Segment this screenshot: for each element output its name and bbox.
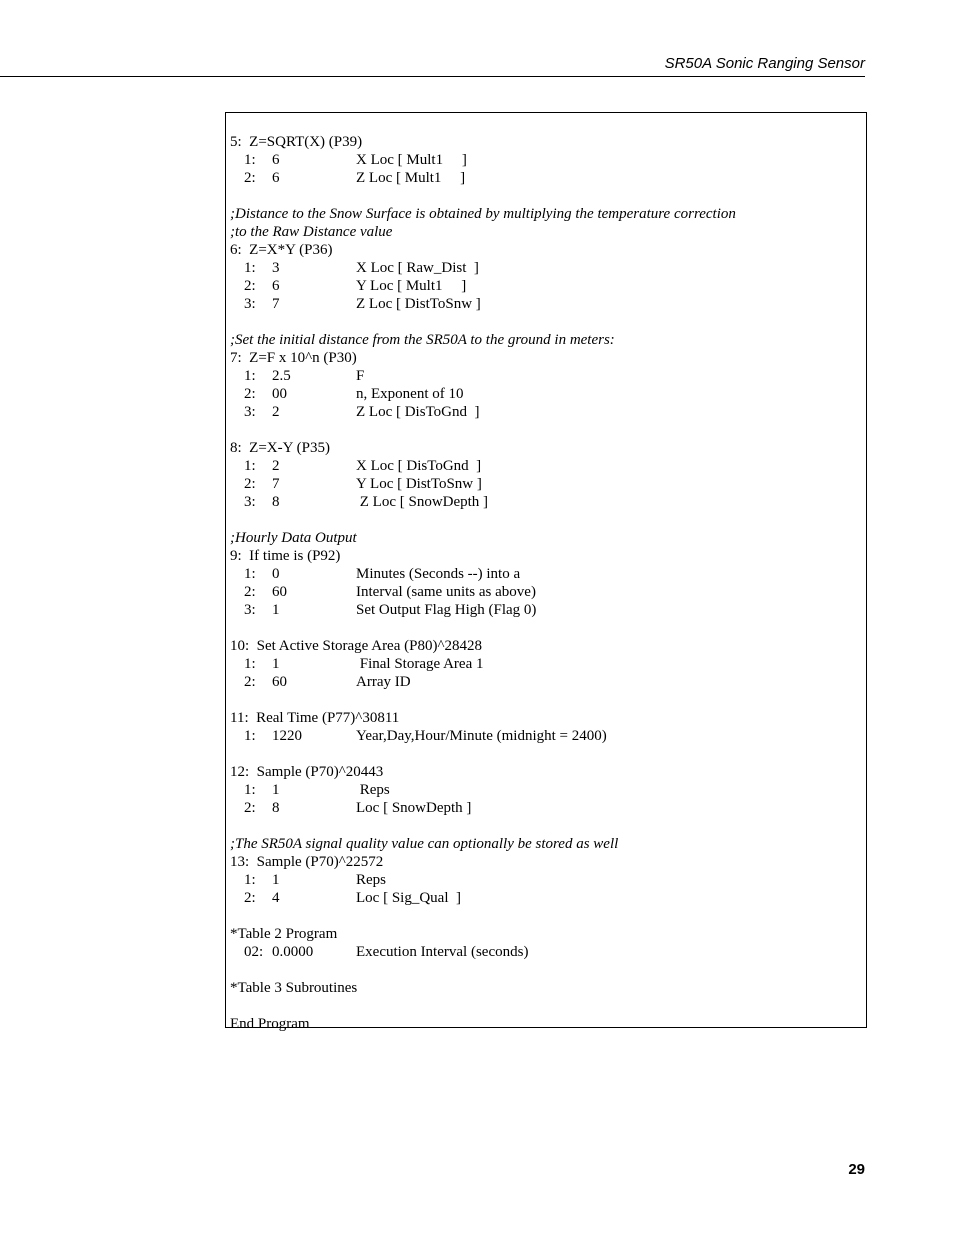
parameter-index: 3: (244, 602, 256, 618)
parameter-index: 2: (244, 476, 256, 492)
parameter-value: 00 (272, 386, 287, 402)
parameter-index: 1: (244, 656, 256, 672)
parameter-value: 2 (272, 458, 280, 474)
parameter-description: Final Storage Area 1 (356, 656, 484, 672)
instruction-text: 10: Set Active Storage Area (P80)^28428 (230, 638, 482, 654)
parameter-value: 60 (272, 584, 287, 600)
instruction-text: 9: If time is (P92) (230, 548, 341, 564)
parameter-index: 1: (244, 872, 256, 888)
parameter-description: X Loc [ DisToGnd ] (356, 458, 482, 474)
parameter-description: X Loc [ Raw_Dist ] (356, 260, 479, 276)
parameter-value: 7 (272, 476, 280, 492)
parameter-description: Y Loc [ Mult1 ] (356, 278, 467, 294)
parameter-index: 1: (244, 260, 256, 276)
parameter-value: 1 (272, 872, 280, 888)
parameter-value: 1 (272, 602, 280, 618)
parameter-index: 2: (244, 584, 256, 600)
parameter-index: 3: (244, 296, 256, 312)
parameter-index: 2: (244, 890, 256, 906)
parameter-index: 3: (244, 404, 256, 420)
parameter-index: 3: (244, 494, 256, 510)
parameter-description: Interval (same units as above) (356, 584, 536, 600)
comment-text: ;Distance to the Snow Surface is obtained by multiplying the temperature correction (230, 206, 736, 222)
comment-text: ;Hourly Data Output (230, 530, 357, 546)
instruction-text: 12: Sample (P70)^20443 (230, 764, 384, 780)
parameter-description: Loc [ Sig_Qual ] (356, 890, 461, 906)
instruction-text: *Table 2 Program (230, 926, 338, 942)
parameter-index: 1: (244, 566, 256, 582)
instruction-text: 5: Z=SQRT(X) (P39) (230, 134, 363, 150)
parameter-value: 0.0000 (272, 944, 314, 960)
instruction-text: 7: Z=F x 10^n (P30) (230, 350, 357, 366)
program-listing-box (225, 112, 867, 1032)
parameter-description: F (356, 368, 365, 384)
parameter-value: 4 (272, 890, 280, 906)
parameter-description: Array ID (356, 674, 411, 690)
instruction-text: 11: Real Time (P77)^30811 (230, 710, 400, 726)
parameter-value: 8 (272, 800, 280, 816)
parameter-value: 6 (272, 278, 280, 294)
parameter-description: Y Loc [ DistToSnw ] (356, 476, 482, 492)
parameter-description: n, Exponent of 10 (356, 386, 464, 402)
instruction-text: 6: Z=X*Y (P36) (230, 242, 333, 258)
instruction-text: *Table 3 Subroutines (230, 980, 358, 996)
page-number: 29 (848, 1161, 865, 1178)
parameter-index: 1: (244, 782, 256, 798)
header-rule (0, 76, 865, 77)
parameter-index: 1: (244, 152, 256, 168)
parameter-index: 2: (244, 386, 256, 402)
parameter-value: 0 (272, 566, 280, 582)
parameter-description: Execution Interval (seconds) (356, 944, 529, 960)
parameter-index: 02: (244, 944, 264, 960)
parameter-description: Year,Day,Hour/Minute (midnight = 2400) (356, 728, 607, 744)
running-header: SR50A Sonic Ranging Sensor (664, 55, 865, 72)
parameter-value: 7 (272, 296, 280, 312)
comment-text: ;Set the initial distance from the SR50A to the ground in meters: (230, 332, 615, 348)
parameter-value: 1 (272, 782, 280, 798)
parameter-description: Loc [ SnowDepth ] (356, 800, 472, 816)
comment-text: ;The SR50A signal quality value can optionally be stored as well (230, 836, 619, 852)
parameter-index: 2: (244, 674, 256, 690)
parameter-value: 8 (272, 494, 280, 510)
parameter-description: Reps (356, 782, 390, 798)
parameter-index: 1: (244, 368, 256, 384)
instruction-text: 13: Sample (P70)^22572 (230, 854, 384, 870)
parameter-index: 1: (244, 728, 256, 744)
parameter-index: 2: (244, 278, 256, 294)
parameter-description: Z Loc [ DisToGnd ] (356, 404, 480, 420)
parameter-index: 2: (244, 170, 256, 186)
parameter-description: Minutes (Seconds --) into a (356, 566, 521, 582)
parameter-value: 60 (272, 674, 287, 690)
parameter-value: 6 (272, 152, 280, 168)
parameter-value: 6 (272, 170, 280, 186)
parameter-index: 1: (244, 458, 256, 474)
parameter-value: 2.5 (272, 368, 291, 384)
parameter-description: Set Output Flag High (Flag 0) (356, 602, 537, 618)
parameter-description: Z Loc [ DistToSnw ] (356, 296, 481, 312)
parameter-value: 1220 (272, 728, 302, 744)
parameter-description: Z Loc [ Mult1 ] (356, 170, 466, 186)
instruction-text: End Program (230, 1016, 310, 1032)
parameter-value: 3 (272, 260, 280, 276)
parameter-description: Reps (356, 872, 386, 888)
parameter-description: Z Loc [ SnowDepth ] (356, 494, 489, 510)
parameter-value: 2 (272, 404, 280, 420)
parameter-index: 2: (244, 800, 256, 816)
comment-text: ;to the Raw Distance value (230, 224, 393, 240)
parameter-description: X Loc [ Mult1 ] (356, 152, 467, 168)
instruction-text: 8: Z=X-Y (P35) (230, 440, 330, 456)
parameter-value: 1 (272, 656, 280, 672)
